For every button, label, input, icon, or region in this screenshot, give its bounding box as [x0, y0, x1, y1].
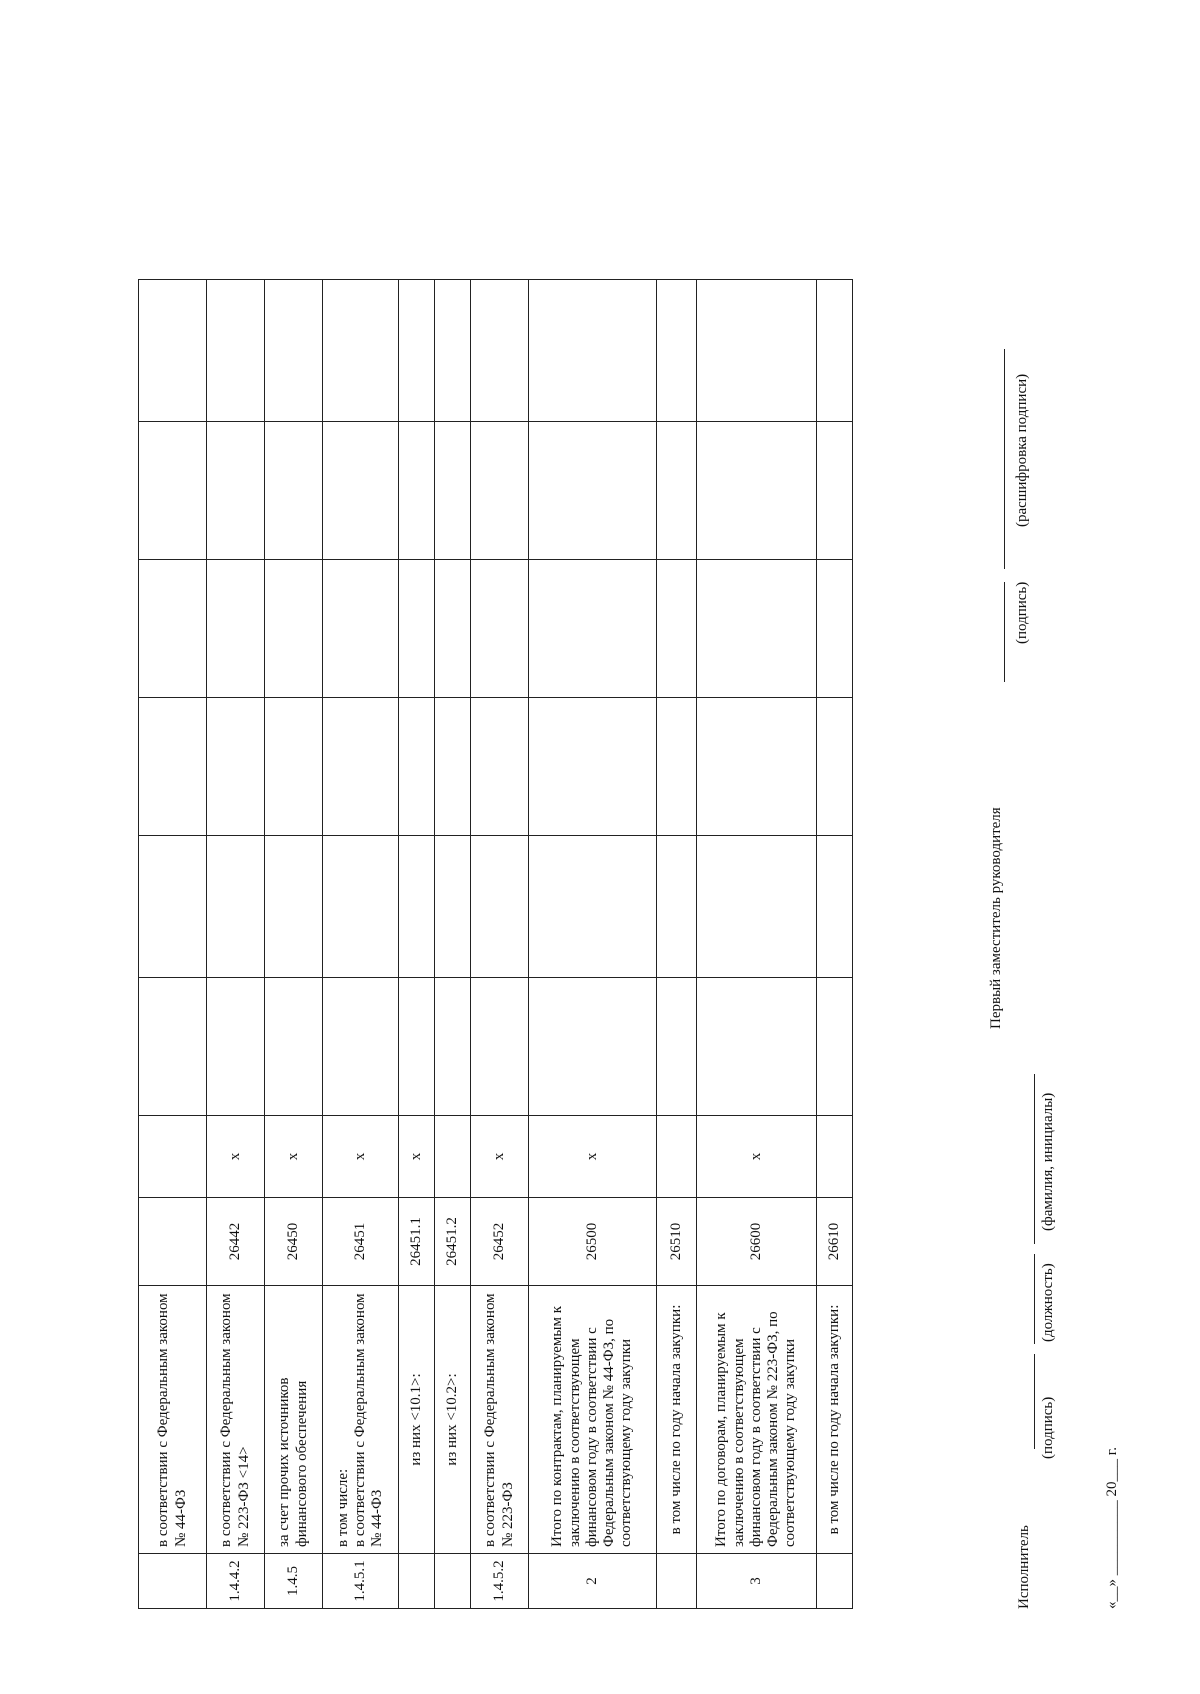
- value-cell: [399, 698, 435, 836]
- deputy-title: Первый заместитель руководителя: [988, 807, 1004, 1029]
- value-cell: [265, 560, 323, 698]
- row-number-cell: 1.4.5: [265, 1554, 323, 1609]
- deputy-signature-caption: (подпись): [1014, 581, 1030, 644]
- row-number-cell: 1.4.5.2: [471, 1554, 529, 1609]
- value-cell: [399, 560, 435, 698]
- value-cell: [139, 422, 207, 560]
- value-cell: [697, 698, 817, 836]
- row-number-cell: [435, 1554, 471, 1609]
- value-cell: [657, 560, 697, 698]
- value-cell: [529, 422, 657, 560]
- value-cell: [323, 280, 399, 422]
- table-row: [399, 280, 435, 1609]
- row-number-cell: [817, 1554, 853, 1609]
- value-cell: [529, 836, 657, 978]
- value-cell: [207, 422, 265, 560]
- table-row: [697, 280, 817, 1609]
- value-cell: [471, 978, 529, 1116]
- value-cell: [529, 978, 657, 1116]
- row-mark-cell: x: [399, 1116, 435, 1198]
- row-number-cell: [399, 1554, 435, 1609]
- value-cell: [657, 978, 697, 1116]
- table-row: [657, 280, 697, 1609]
- row-mark-cell: [139, 1116, 207, 1198]
- value-cell: [697, 836, 817, 978]
- table-row: [323, 280, 399, 1609]
- value-cell: [207, 698, 265, 836]
- value-cell: [657, 422, 697, 560]
- deputy-decoding-line: [1004, 349, 1005, 569]
- value-cell: [207, 836, 265, 978]
- value-cell: [399, 836, 435, 978]
- row-mark-cell: [657, 1116, 697, 1198]
- value-cell: [265, 280, 323, 422]
- row-mark-cell: x: [207, 1116, 265, 1198]
- row-name-cell: Итого по контрактам, планируемым к заключению в соответствующем финансовом году в соответствии с Федеральным законом № 44-ФЗ, по соответствующему году закупки: [529, 1286, 657, 1554]
- row-number-cell: [139, 1554, 207, 1609]
- executor-name-caption: (фамилия, инициалы): [1040, 1092, 1056, 1231]
- row-name-cell: в соответствии с Федеральным законом № 223-ФЗ: [471, 1286, 529, 1554]
- value-cell: [399, 978, 435, 1116]
- row-name-cell: за счет прочих источников финансового обеспечения: [265, 1286, 323, 1554]
- value-cell: [657, 836, 697, 978]
- value-cell: [657, 280, 697, 422]
- row-code-cell: 26500: [529, 1198, 657, 1286]
- value-cell: [697, 978, 817, 1116]
- value-cell: [657, 698, 697, 836]
- value-cell: [697, 560, 817, 698]
- value-cell: [435, 836, 471, 978]
- row-name-cell: из них <10.1>:: [399, 1286, 435, 1554]
- value-cell: [435, 422, 471, 560]
- row-code-cell: 26510: [657, 1198, 697, 1286]
- value-cell: [139, 280, 207, 422]
- value-cell: [139, 560, 207, 698]
- deputy-signature-line: [1004, 582, 1005, 682]
- value-cell: [435, 978, 471, 1116]
- row-name-cell: в соответствии с Федеральным законом № 44-ФЗ: [139, 1286, 207, 1554]
- value-cell: [435, 698, 471, 836]
- row-code-cell: 26442: [207, 1198, 265, 1286]
- table-row: [529, 280, 657, 1609]
- value-cell: [265, 836, 323, 978]
- value-cell: [399, 422, 435, 560]
- row-name-cell: в том числе: в соответствии с Федеральным законом № 44-ФЗ: [323, 1286, 399, 1554]
- row-code-cell: 26451.2: [435, 1198, 471, 1286]
- value-cell: [817, 280, 853, 422]
- value-cell: [323, 978, 399, 1116]
- row-code-cell: 26452: [471, 1198, 529, 1286]
- row-mark-cell: x: [697, 1116, 817, 1198]
- plan-table: [138, 279, 853, 1609]
- value-cell: [471, 280, 529, 422]
- row-code-cell: 26450: [265, 1198, 323, 1286]
- value-cell: [265, 978, 323, 1116]
- date-line: «__» __________ 20___ г.: [1104, 1447, 1120, 1609]
- value-cell: [207, 560, 265, 698]
- table-row: [471, 280, 529, 1609]
- value-cell: [139, 836, 207, 978]
- row-name-cell: в том числе по году начала закупки:: [817, 1286, 853, 1554]
- value-cell: [265, 422, 323, 560]
- value-cell: [399, 280, 435, 422]
- table-row: [207, 280, 265, 1609]
- value-cell: [139, 978, 207, 1116]
- executor-position-caption: (должность): [1040, 1263, 1056, 1342]
- table-row: [435, 280, 471, 1609]
- row-name-cell: в соответствии с Федеральным законом № 223-ФЗ <14>: [207, 1286, 265, 1554]
- row-code-cell: 26451.1: [399, 1198, 435, 1286]
- value-cell: [817, 698, 853, 836]
- row-code-cell: 26610: [817, 1198, 853, 1286]
- value-cell: [323, 698, 399, 836]
- value-cell: [471, 698, 529, 836]
- row-name-cell: Итого по договорам, планируемым к заключению в соответствующем финансовом году в соответствии с Федеральным законом № 223-ФЗ, по соответствующему году закупки: [697, 1286, 817, 1554]
- executor-position-line: [1034, 1254, 1035, 1344]
- value-cell: [471, 560, 529, 698]
- value-cell: [435, 560, 471, 698]
- value-cell: [323, 560, 399, 698]
- value-cell: [435, 280, 471, 422]
- table-row: [139, 280, 207, 1609]
- row-code-cell: 26451: [323, 1198, 399, 1286]
- row-code-cell: [139, 1198, 207, 1286]
- executor-label: Исполнитель: [1016, 1525, 1032, 1609]
- row-name-cell: в том числе по году начала закупки:: [657, 1286, 697, 1554]
- value-cell: [471, 422, 529, 560]
- value-cell: [529, 280, 657, 422]
- table-row: [817, 280, 853, 1609]
- row-mark-cell: x: [471, 1116, 529, 1198]
- value-cell: [323, 836, 399, 978]
- value-cell: [207, 280, 265, 422]
- table-row: [265, 280, 323, 1609]
- value-cell: [471, 836, 529, 978]
- row-number-cell: 1.4.5.1: [323, 1554, 399, 1609]
- row-mark-cell: [435, 1116, 471, 1198]
- row-mark-cell: [817, 1116, 853, 1198]
- row-mark-cell: x: [529, 1116, 657, 1198]
- executor-signature-caption: (подпись): [1040, 1396, 1056, 1459]
- value-cell: [817, 978, 853, 1116]
- value-cell: [139, 698, 207, 836]
- value-cell: [265, 698, 323, 836]
- row-name-cell: из них <10.2>:: [435, 1286, 471, 1554]
- value-cell: [697, 280, 817, 422]
- value-cell: [817, 422, 853, 560]
- row-mark-cell: x: [323, 1116, 399, 1198]
- row-code-cell: 26600: [697, 1198, 817, 1286]
- value-cell: [697, 422, 817, 560]
- value-cell: [323, 422, 399, 560]
- value-cell: [529, 698, 657, 836]
- row-number-cell: 2: [529, 1554, 657, 1609]
- deputy-decoding-caption: (расшифровка подписи): [1014, 373, 1030, 527]
- value-cell: [817, 836, 853, 978]
- row-mark-cell: x: [265, 1116, 323, 1198]
- row-number-cell: 3: [697, 1554, 817, 1609]
- row-number-cell: [657, 1554, 697, 1609]
- executor-signature-line: [1034, 1354, 1035, 1449]
- value-cell: [529, 560, 657, 698]
- value-cell: [207, 978, 265, 1116]
- value-cell: [817, 560, 853, 698]
- executor-name-line: [1034, 1074, 1035, 1244]
- row-number-cell: 1.4.4.2: [207, 1554, 265, 1609]
- table-body: [139, 280, 853, 1609]
